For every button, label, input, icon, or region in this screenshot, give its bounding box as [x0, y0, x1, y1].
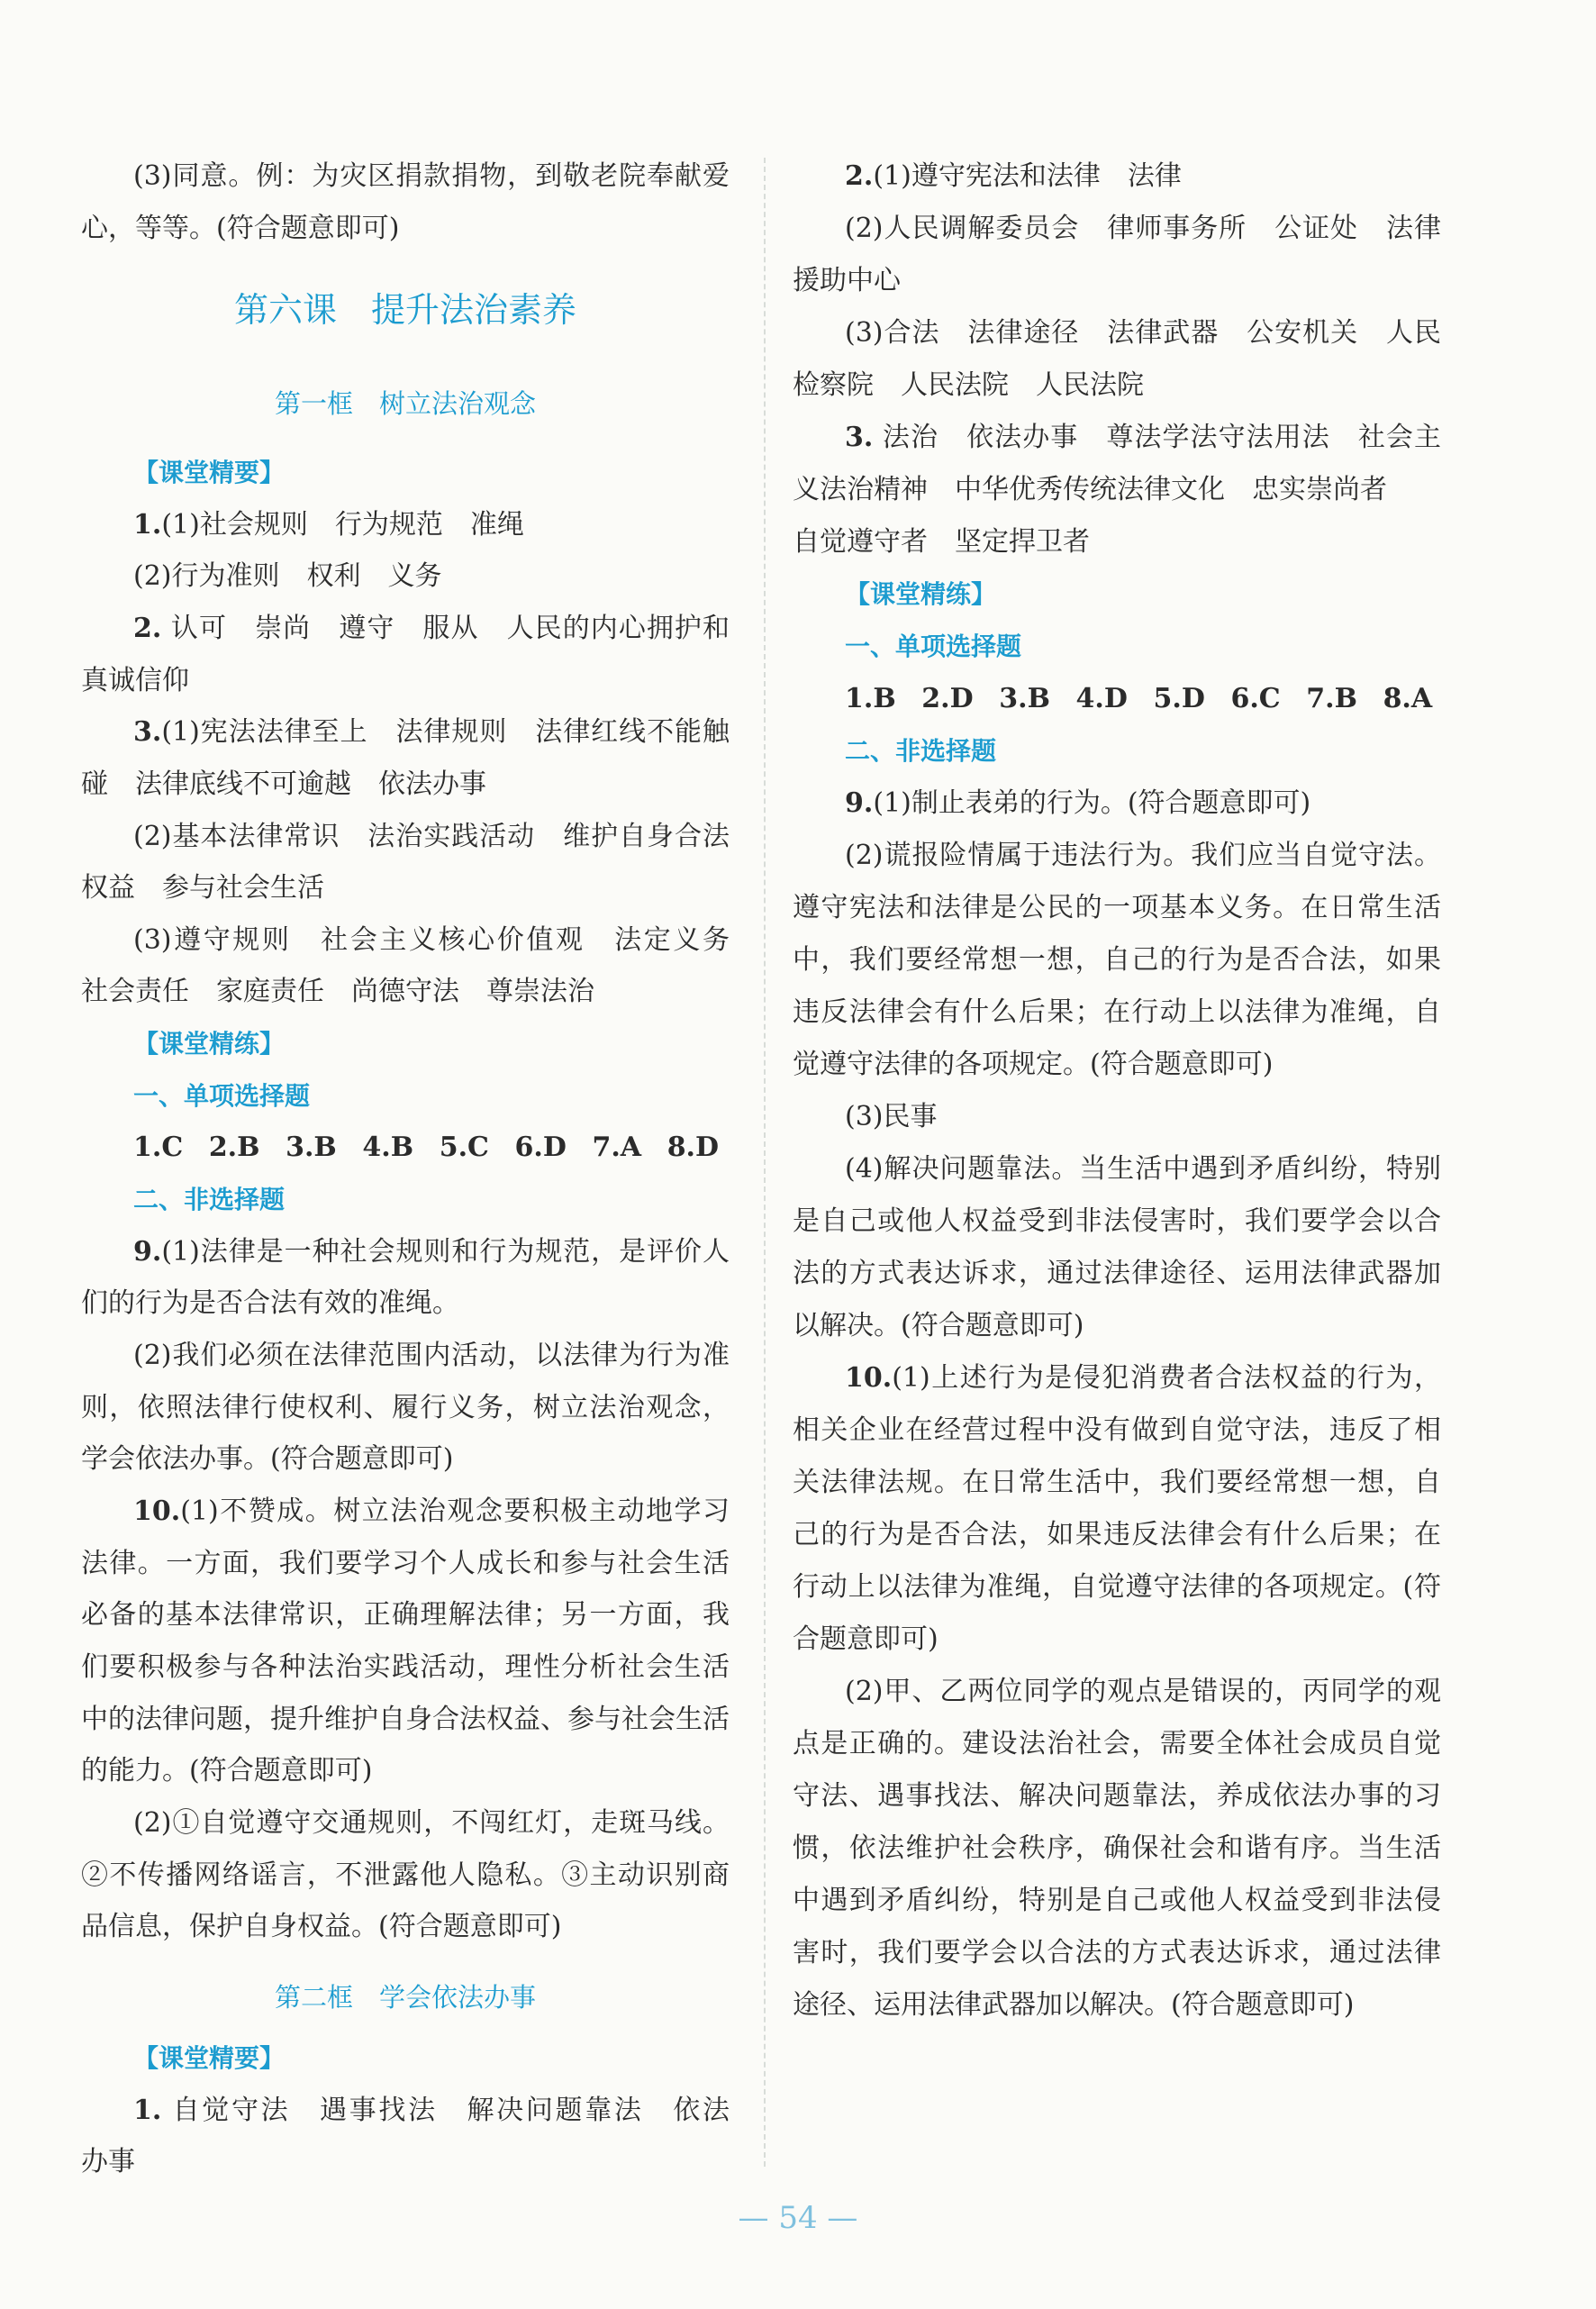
answer-line: 自觉遵守者 坚定捍卫者: [793, 526, 1090, 558]
mc-answer: 4.D: [1075, 683, 1128, 714]
answer-line: 必备的基本法律常识，正确理解法律；另一方面，我: [81, 1599, 730, 1631]
answer-line: 们的行为是否合法有效的准绳。: [81, 1287, 459, 1319]
section-header-jingyao: 【课堂精要】: [133, 458, 286, 487]
section-header-jingyao: 【课堂精要】: [133, 2043, 286, 2073]
answer-line: (3)合法 法律途径 法律武器 公安机关 人民: [845, 317, 1441, 349]
answer-line: (2)①自觉遵守交通规则，不闯红灯，走斑马线。: [133, 1807, 730, 1839]
mc-answer: 4.B: [362, 1132, 414, 1163]
answer-line: 己的行为是否合法，如果违反法律会有什么后果；在: [793, 1519, 1441, 1550]
mc-answer: 6.C: [1230, 683, 1281, 714]
section-header-jinglian: 【课堂精练】: [133, 1029, 286, 1059]
answer-line: 3. 法治 依法办事 尊法学法守法用法 社会主: [845, 422, 1441, 453]
answer-line: 相关企业在经营过程中没有做到自觉守法，违反了相: [793, 1414, 1441, 1446]
answer-line: 中的法律问题，提升维护自身合法权益、参与社会生活: [81, 1704, 730, 1735]
answer-line: 害时，我们要学会以合法的方式表达诉求，通过法律: [793, 1937, 1441, 1968]
mc-answer-row: [133, 1130, 730, 1166]
mc-answer: 7.A: [592, 1132, 642, 1163]
answer-line: 1.(1)社会规则 行为规范 准绳: [133, 509, 524, 541]
mc-answer: 1.B: [845, 683, 896, 714]
mc-answer: 1.C: [133, 1132, 184, 1163]
answer-line: 违反法律会有什么后果；在行动上以法律为准绳，自: [793, 996, 1441, 1028]
answer-line: 是自己或他人权益受到非法侵害时，我们要学会以合: [793, 1205, 1441, 1237]
answer-line: 学会依法办事。(符合题意即可): [81, 1443, 454, 1475]
mc-answer: 8.A: [1383, 683, 1433, 714]
answer-line: ②不传播网络谣言，不泄露他人隐私。③主动识别商: [81, 1859, 730, 1891]
mc-answer: 3.B: [286, 1132, 337, 1163]
answer-line: 品信息，保护自身权益。(符合题意即可): [81, 1911, 562, 1942]
column-divider: [764, 158, 766, 2167]
mc-answer: 8.D: [667, 1132, 720, 1163]
answer-line: 3.(1)宪法法律至上 法律规则 法律红线不能触: [133, 716, 730, 748]
answer-line: 合题意即可): [793, 1623, 939, 1655]
answer-line: 法的方式表达诉求，通过法律途径、运用法律武器加: [793, 1258, 1441, 1289]
answer-line: 中遇到矛盾纠纷，特别是自己或他人权益受到非法侵: [793, 1885, 1441, 1916]
answer-line: 办事: [81, 2146, 135, 2177]
page-number: — 54 —: [738, 2200, 858, 2236]
answer-line: 1. 自觉守法 遇事找法 解决问题靠法 依法: [133, 2095, 730, 2126]
answer-line: 10.(1)不赞成。树立法治观念要积极主动地学习: [133, 1495, 730, 1527]
answer-line: 遵守宪法和法律是公民的一项基本义务。在日常生活: [793, 892, 1441, 923]
answer-line: 10.(1)上述行为是侵犯消费者合法权益的行为，: [845, 1362, 1441, 1394]
answer-line: 社会责任 家庭责任 尚德守法 尊崇法治: [81, 976, 594, 1007]
mc-answer: 6.D: [514, 1132, 567, 1163]
answer-line: (2)人民调解委员会 律师事务所 公证处 法律: [845, 213, 1441, 244]
answer-line: 则，依照法律行使权利、履行义务，树立法治观念，: [81, 1392, 730, 1423]
section-title: 第一框 树立法治观念: [274, 388, 536, 419]
answer-line: 9.(1)法律是一种社会规则和行为规范，是评价人: [133, 1236, 730, 1268]
answer-line: 途径、运用法律武器加以解决。(符合题意即可): [793, 1989, 1355, 2021]
mc-answer: 5.D: [1153, 683, 1205, 714]
right-column: [793, 0, 1441, 2198]
answer-line: 援助中心: [793, 265, 901, 296]
question-type-nonselect: 二、非选择题: [845, 736, 997, 766]
answer-line: 守法、遇事找法、解决问题靠法，养成依法办事的习: [793, 1780, 1441, 1812]
answer-line: (2)甲、乙两位同学的观点是错误的，丙同学的观: [845, 1676, 1441, 1707]
answer-line: 2.(1)遵守宪法和法律 法律: [845, 160, 1182, 192]
answer-line: 义法治精神 中华优秀传统法律文化 忠实崇尚者: [793, 474, 1387, 505]
answer-line: (2)我们必须在法律范围内活动，以法律为行为准: [133, 1340, 730, 1371]
answer-line: 惯，依法维护社会秩序，确保社会和谐有序。当生活: [793, 1832, 1441, 1864]
answer-line: 权益 参与社会生活: [81, 872, 324, 904]
question-type-nonselect: 二、非选择题: [133, 1185, 286, 1214]
answer-line: (2)行为准则 权利 义务: [133, 560, 442, 592]
answer-line: 2. 认可 崇尚 遵守 服从 人民的内心拥护和: [133, 613, 730, 644]
mc-answer: 2.D: [921, 683, 974, 714]
section-header-jinglian: 【课堂精练】: [845, 579, 997, 609]
mc-answer: 2.B: [208, 1132, 260, 1163]
section-title: 第二框 学会依法办事: [274, 1982, 536, 2013]
question-type-single: 一、单项选择题: [845, 632, 1022, 661]
course-title: 第六课 提升法治素养: [233, 290, 576, 330]
answer-line: 心，等等。(符合题意即可): [81, 213, 400, 244]
answer-line: (3)民事: [845, 1101, 938, 1132]
answer-line: (4)解决问题靠法。当生活中遇到矛盾纠纷，特别: [845, 1153, 1441, 1185]
mc-answer: 3.B: [999, 683, 1050, 714]
answer-line: 觉遵守法律的各项规定。(符合题意即可): [793, 1049, 1274, 1080]
answer-line: 点是正确的。建设法治社会，需要全体社会成员自觉: [793, 1728, 1441, 1759]
question-type-single: 一、单项选择题: [133, 1081, 311, 1111]
answer-line: (2)谎报险情属于违法行为。我们应当自觉守法。: [845, 840, 1441, 871]
answer-line: 碰 法律底线不可逾越 依法办事: [81, 768, 486, 800]
answer-line: 关法律法规。在日常生活中，我们要经常想一想，自: [793, 1467, 1441, 1498]
answer-line: (2)基本法律常识 法治实践活动 维护自身合法: [133, 821, 730, 852]
mc-answer-row: [845, 681, 1441, 717]
mc-answer: 5.C: [439, 1132, 489, 1163]
mc-answer: 7.B: [1306, 683, 1357, 714]
answer-line: 们要积极参与各种法治实践活动，理性分析社会生活: [81, 1651, 730, 1683]
answer-line: 的能力。(符合题意即可): [81, 1755, 373, 1786]
answer-line: 行动上以法律为准绳，自觉遵守法律的各项规定。(符: [793, 1571, 1441, 1603]
answer-line: 中，我们要经常想一想，自己的行为是否合法，如果: [793, 944, 1441, 976]
answer-line: 检察院 人民法院 人民法院: [793, 369, 1144, 401]
left-column: [81, 0, 730, 2198]
answer-line: (3)遵守规则 社会主义核心价值观 法定义务: [133, 924, 730, 956]
answer-line: 以解决。(符合题意即可): [793, 1310, 1084, 1341]
answer-line: 法律。一方面，我们要学习个人成长和参与社会生活: [81, 1548, 730, 1579]
answer-line: 9.(1)制止表弟的行为。(符合题意即可): [845, 787, 1311, 819]
answer-line: 真诚信仰: [81, 665, 189, 696]
answer-line: (3)同意。例：为灾区捐款捐物，到敬老院奉献爱: [133, 160, 730, 192]
